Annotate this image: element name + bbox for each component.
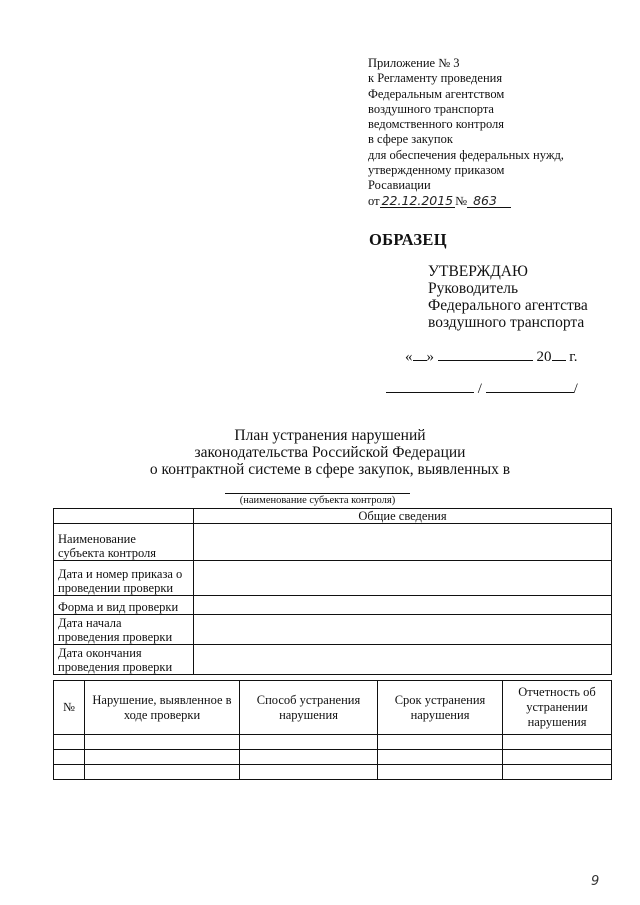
table-cell — [54, 765, 85, 780]
year-suffix: г. — [569, 349, 578, 365]
appendix-line: утвержденному приказом — [368, 163, 505, 178]
table-row — [54, 735, 612, 750]
order-date-line — [368, 194, 618, 209]
signature-separator: / — [477, 381, 482, 397]
approval-line: УТВЕРЖДАЮ — [428, 263, 528, 280]
header-line: устранении — [526, 700, 588, 714]
appendix-line: ведомственного контроля — [368, 117, 505, 132]
column-header-number — [54, 681, 85, 735]
approval-line: воздушного транспорта — [428, 314, 585, 331]
day-blank — [413, 347, 427, 361]
quote-open: « — [405, 349, 413, 365]
page-number: 9 — [591, 874, 600, 889]
label-line: проведения проверки — [58, 630, 173, 644]
value-cell — [194, 596, 612, 615]
value-cell — [194, 615, 612, 645]
header-line: нарушения — [410, 707, 470, 722]
table-cell — [85, 735, 240, 750]
general-info-table — [53, 508, 612, 675]
table-row — [54, 615, 612, 645]
table-cell — [54, 509, 194, 524]
appendix-line: к Регламенту проведения — [368, 71, 503, 86]
header-line: Отчетность об — [518, 685, 596, 699]
header-line: Способ устранения — [256, 692, 361, 707]
row-label — [54, 596, 194, 615]
table-cell — [378, 735, 503, 750]
table-cell — [85, 765, 240, 780]
table-cell — [503, 735, 612, 750]
value-cell — [194, 524, 612, 561]
label-line: Форма и вид проверки — [58, 600, 179, 614]
table-row — [54, 561, 612, 596]
quote-close: » — [426, 349, 434, 365]
column-header-deadline — [378, 681, 503, 735]
header-line: ходе проверки — [123, 707, 201, 722]
signature-line — [386, 379, 578, 398]
subject-name-blank — [225, 493, 410, 494]
column-header-violation — [85, 681, 240, 735]
table-cell — [54, 735, 85, 750]
table-row — [54, 750, 612, 765]
handwritten-number: 863 — [467, 195, 511, 208]
row-label — [54, 645, 194, 675]
violations-table — [53, 680, 612, 780]
signature-end: / — [573, 381, 578, 397]
row-label — [54, 615, 194, 645]
appendix-line: Росавиации — [368, 178, 431, 193]
column-header-report — [503, 681, 612, 735]
sample-label: ОБРАЗЕЦ — [369, 230, 447, 249]
title-line: законодательства Российской Федерации — [194, 444, 466, 461]
label-line: Дата и номер приказа о — [58, 567, 183, 581]
table-cell — [503, 765, 612, 780]
row-label — [54, 561, 194, 596]
table-cell — [503, 750, 612, 765]
header-line: нарушения — [279, 707, 338, 722]
table-cell — [378, 750, 503, 765]
label-line: Наименование — [58, 532, 136, 546]
date-prefix: от — [368, 193, 380, 208]
table-cell — [378, 765, 503, 780]
signature-blank — [386, 379, 474, 393]
header-line: Нарушение, выявленное в — [92, 692, 232, 707]
label-line: субъекта контроля — [58, 546, 157, 560]
row-label — [54, 524, 194, 561]
table-cell — [240, 750, 378, 765]
document-title — [100, 427, 560, 478]
appendix-line: Федеральным агентством — [368, 86, 505, 101]
label-line: проведения проверки — [58, 660, 173, 674]
year-blank — [552, 347, 566, 361]
value-cell — [194, 645, 612, 675]
subject-caption: (наименование субъекта контроля) — [239, 495, 396, 506]
table-cell — [85, 750, 240, 765]
approval-line: Федерального агентства — [428, 297, 588, 314]
title-line: План устранения нарушений — [234, 427, 426, 444]
table-row — [54, 765, 612, 780]
approval-line: Руководитель — [428, 280, 519, 297]
title-line: о контрактной системе в сфере закупок, выявленных в — [149, 461, 511, 478]
general-info-header: Общие сведения — [194, 509, 612, 524]
value-cell — [194, 561, 612, 596]
approval-date-line — [405, 347, 577, 366]
label-line: Дата окончания — [58, 646, 142, 660]
table-row — [54, 524, 612, 561]
month-blank — [438, 347, 533, 361]
handwritten-date: 22.12.2015 — [381, 192, 454, 208]
appendix-line: Приложение № 3 — [368, 56, 460, 70]
table-cell — [54, 750, 85, 765]
appendix-line: воздушного транспорта — [368, 101, 494, 116]
appendix-line: для обеспечения федеральных нужд, — [368, 147, 564, 162]
header-line: нарушения — [527, 715, 587, 729]
number-prefix: № — [455, 193, 468, 208]
table-row — [54, 596, 612, 615]
approval-block — [428, 263, 588, 331]
appendix-block — [368, 56, 618, 209]
year-prefix: 20 — [536, 349, 552, 365]
table-cell — [240, 765, 378, 780]
appendix-line: в сфере закупок — [368, 132, 453, 147]
table-cell — [240, 735, 378, 750]
table-header-row — [54, 681, 612, 735]
label-line: проведении проверки — [58, 581, 174, 595]
header-line: Срок устранения — [394, 692, 486, 707]
name-blank — [486, 379, 574, 393]
table-row — [54, 645, 612, 675]
column-header-method — [240, 681, 378, 735]
header-line: № — [63, 700, 75, 714]
label-line: Дата начала — [58, 616, 122, 630]
